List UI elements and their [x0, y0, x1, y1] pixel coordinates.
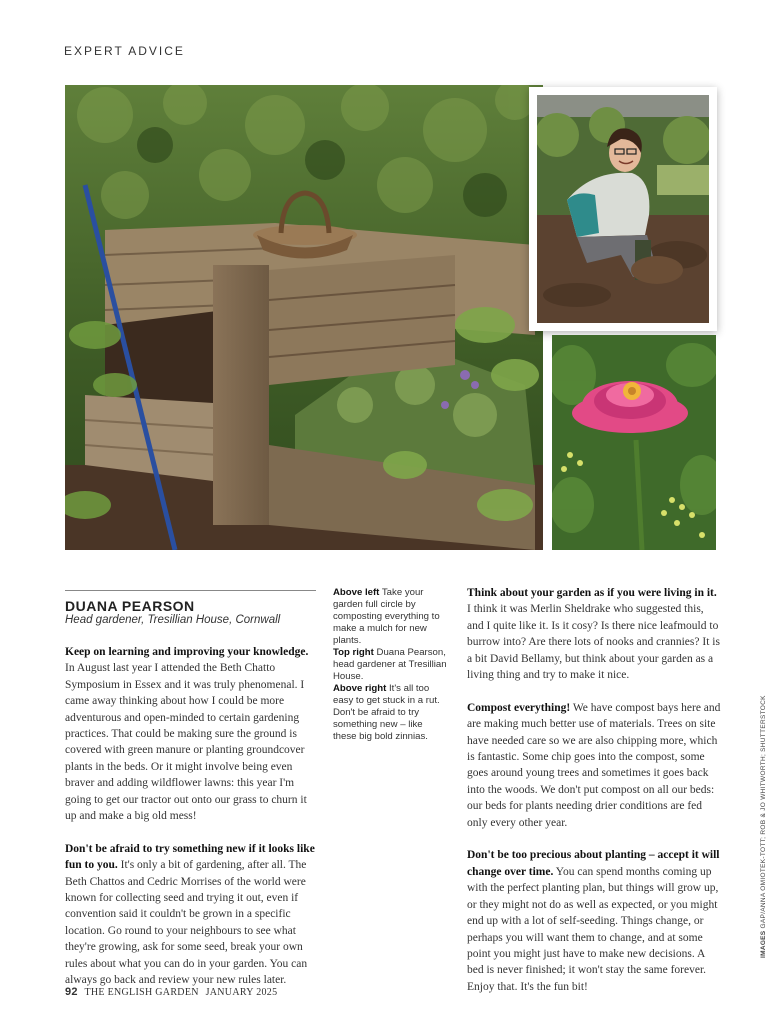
article-paragraph	[467, 847, 721, 995]
caption-above-right	[333, 683, 448, 743]
page-number: 92	[65, 986, 78, 998]
paragraph-body: We have compost bays here and are making much better use of materials. Trees on site have needed care so we are also chipping more, which is fantastic. Some chip goes into the compost, some goes around young trees and sometimes it goes back into the woods. We don't put compost on all our beds: our beds for plants needing drier conditions are fed only every other year.	[467, 701, 721, 829]
issue-date: JANUARY 2025	[205, 987, 278, 998]
article-paragraph	[65, 841, 317, 989]
profile-divider	[65, 590, 316, 591]
image-credits	[760, 695, 767, 958]
caption-label: Top right	[333, 647, 374, 658]
section-label: EXPERT ADVICE	[64, 44, 185, 58]
paragraph-lead: Don't be too precious about planting – accept it will change over time.	[467, 849, 720, 878]
photo-captions	[333, 587, 448, 743]
caption-top-right	[333, 647, 448, 683]
photo-duana-pearson	[529, 87, 717, 331]
profile-role: Head gardener, Tresillian House, Cornwall	[65, 614, 281, 626]
paragraph-body: In August last year I attended the Beth Chatto Symposium in Essex and it was truly phenomenal. I came away thinking about how I could be more adventurous and open-minded to certain gardening practices. That could be making sure the ground is covered with green manure or planting groundcover plants in the beds. Or it might involve being even braver and adding wildflower lawns: this year I'm going to get our tractor out onto our grass to churn it up and make a big old mess!	[65, 662, 307, 823]
paragraph-lead: Keep on learning and improving your knowledge.	[65, 646, 309, 658]
paragraph-lead: Compost everything!	[467, 701, 571, 714]
profile-name: DUANA PEARSON	[65, 598, 195, 614]
credits-label: IMAGES	[760, 930, 767, 958]
caption-text: Take your garden full circle by composting everything to make a mulch for new plants.	[333, 587, 440, 646]
photo-zinnia	[552, 335, 716, 550]
publication-name: THE ENGLISH GARDEN	[84, 987, 199, 998]
folio	[65, 986, 277, 998]
caption-text: It's all too easy to get stuck in a rut. Don't be afraid to try something new – like these big bold zinnias.	[333, 683, 440, 742]
caption-above-left	[333, 587, 448, 647]
paragraph-body: You can spend months coming up with the perfect planting plan, but things will grow up, or they might not do as well as expected, or you might end up with a lot of self-seeding. Things change, or perhaps you will want them to change, and at some point you might just have to make new decisions. A bed is never finished; it won't stay the same forever. Enjoy that. It's the fun bit!	[467, 865, 719, 993]
credits-text: GAP/ANNA OMIOTEK-TOTT; ROB & JO WHITWORTH; SHUTTERSTOCK	[760, 695, 767, 929]
caption-label: Above right	[333, 683, 387, 694]
photo-compost-bays	[65, 85, 543, 550]
paragraph-body: I think it was Merlin Sheldrake who suggested this, and I quite like it. Is it cosy? Is there nice leafmould to burrow into? Are there lots of nooks and crannies? It is a bit David Bellamy, but think about your garden as a living thing and try to make it nice.	[467, 603, 720, 682]
article-column-right	[467, 585, 721, 1012]
paragraph-lead: Think about your garden as if you were living in it.	[467, 587, 717, 599]
caption-label: Above left	[333, 587, 380, 598]
caption-text: Duana Pearson, head gardener at Tresillian House.	[333, 647, 447, 682]
article-column-left	[65, 644, 317, 1005]
paragraph-lead: Don't be afraid to try something new if it looks like fun to you.	[65, 842, 315, 872]
article-paragraph	[65, 644, 317, 824]
article-paragraph	[467, 700, 721, 831]
article-paragraph	[467, 585, 721, 683]
paragraph-body: It's only a bit of gardening, after all. The Beth Chattos and Cedric Morrises of the world were known for collecting seed and trying it out, even if convention said it couldn't be grown in a specific location. Go round to your neighbours to see what they're growing, ask for some seed, break your own rules about what you can do in your garden. You can always go back and review your new rules later.	[65, 859, 308, 987]
